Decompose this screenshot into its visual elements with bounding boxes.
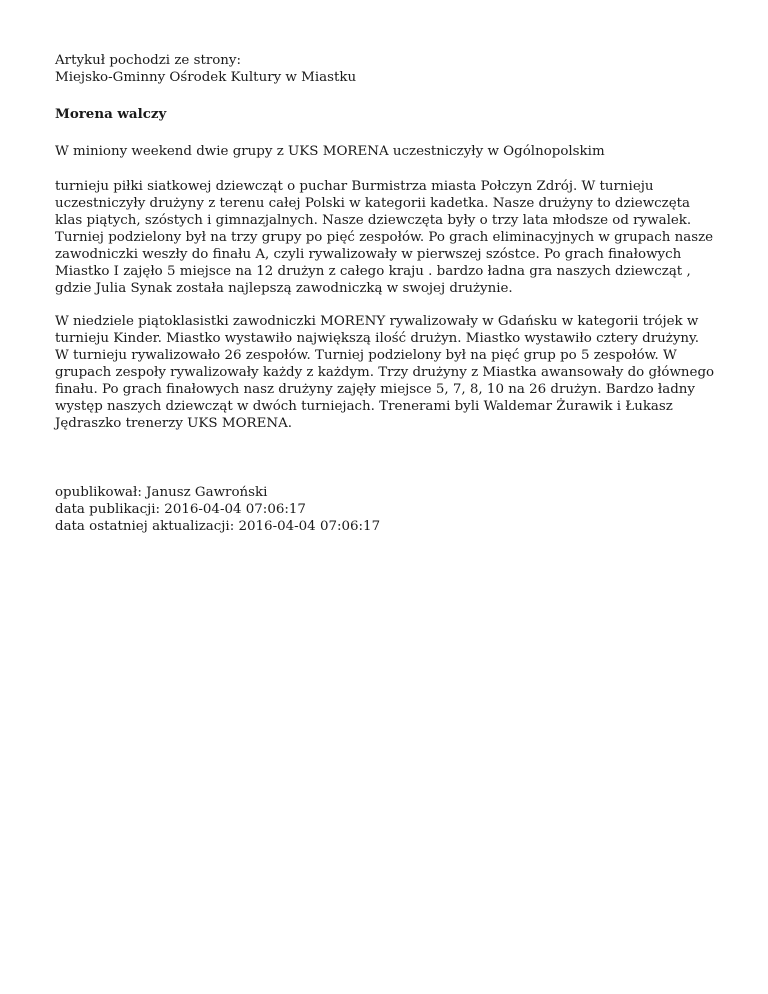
author-line: opublikował: Janusz Gawroński: [55, 485, 268, 500]
source-intro: Artykuł pochodzi ze strony:: [55, 53, 241, 68]
article-title: Morena walczy: [55, 106, 167, 122]
published-date: data publikacji: 2016-04-04 07:06:17: [55, 502, 306, 517]
article-paragraph-1: turnieju piłki siatkowej dziewcząt o puchar Burmistrza miasta Połczyn Zdrój. W turnieju uczestniczyły drużyny z terenu całej Polski w kategorii kadetka. Nasze drużyny to dziewczęta klas piątych, szóstych i gimnazjalnych. Nasze dziewczęta były o trzy lata młodsze od rywalek. Turniej podzielony był na trzy grupy po pięć zespołów. Po grach eliminacyjnych w grupach nasze zawodniczki weszły do finału A, czyli rywalizowały w pierwszej szóstce. Po grach finałowych Miastko I zajęło 5 miejsce na 12 drużyn z całego kraju . bardzo ładna gra naszych dziewcząt , gdzie Julia Synak została najlepszą zawodniczką w swojej drużynie.: [55, 179, 714, 296]
article-lead: W miniony weekend dwie grupy z UKS MORENA uczestniczyły w Ogólnopolskim: [55, 144, 605, 159]
source-block: [55, 52, 715, 86]
document-page: [55, 52, 715, 535]
updated-date: data ostatniej aktualizacji: 2016-04-04 07:06:17: [55, 519, 381, 534]
article-paragraph-2: W niedziele piątoklasistki zawodniczki MORENY rywalizowały w Gdańsku w kategorii trójek w turnieju Kinder. Miastko wystawiło największą ilość drużyn. Miastko wystawiło cztery drużyny. W turnieju rywalizowało 26 zespołów. Turniej podzielony był na pięć grup po 5 zespołów. W grupach zespoły rywalizowały każdy z każdym. Trzy drużyny z Miastka awansowały do głównego finału. Po grach finałowych nasz drużyny zajęły miejsce 5, 7, 8, 10 na 26 drużyn. Bardzo ładny występ naszych dziewcząt w dwóch turniejach. Trenerami byli Waldemar Żurawik i Łukasz Jędraszko trenerzy UKS MORENA.: [55, 314, 715, 431]
publication-meta: [55, 484, 715, 535]
source-name: Miejsko-Gminny Ośrodek Kultury w Miastku: [55, 70, 357, 85]
